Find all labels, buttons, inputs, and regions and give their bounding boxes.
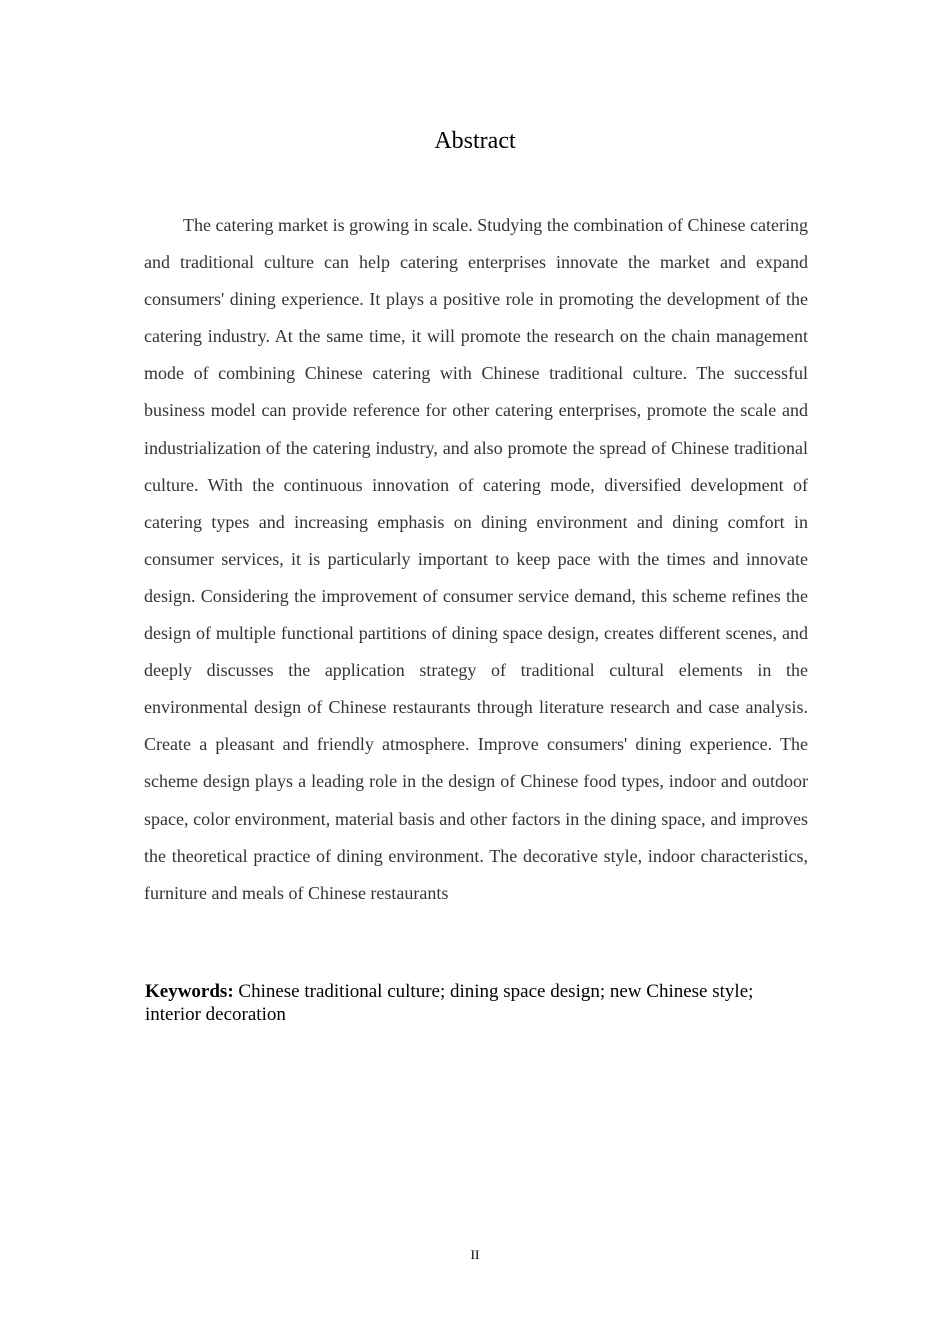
- keywords-label: Keywords:: [145, 981, 234, 1002]
- keywords-line: [145, 980, 785, 1026]
- page-title: Abstract: [434, 128, 516, 154]
- keywords-text: Chinese traditional culture; dining space design; new Chinese style; interior decoration: [145, 981, 754, 1025]
- abstract-paragraph: The catering market is growing in scale. Studying the combination of Chinese catering and traditional culture can help catering enterprises innovate the market and expand consumers' dining experience. It plays a positive role in promoting the development of the catering industry. At the same time, it will promote the research on the chain management mode of combining Chinese catering with Chinese traditional culture. The successful business model can provide reference for other catering enterprises, promote the scale and industrialization of the catering industry, and also promote the spread of Chinese traditional culture. With the continuous innovation of catering mode, diversified development of catering types and increasing emphasis on dining environment and dining comfort in consumer services, it is particularly important to keep pace with the times and innovate design. Considering the improvement of consumer service demand, this scheme refines the design of multiple functional partitions of dining space design, creates different scenes, and deeply discusses the application strategy of traditional cultural elements in the environmental design of Chinese restaurants through literature research and case analysis. Create a pleasant and friendly atmosphere. Improve consumers' dining experience. The scheme design plays a leading role in the design of Chinese food types, indoor and outdoor space, color environment, material basis and other factors in the dining space, and improves the theoretical practice of dining environment. The decorative style, indoor characteristics, furniture and meals of Chinese restaurants: [144, 215, 808, 903]
- page-number: II: [470, 1247, 480, 1262]
